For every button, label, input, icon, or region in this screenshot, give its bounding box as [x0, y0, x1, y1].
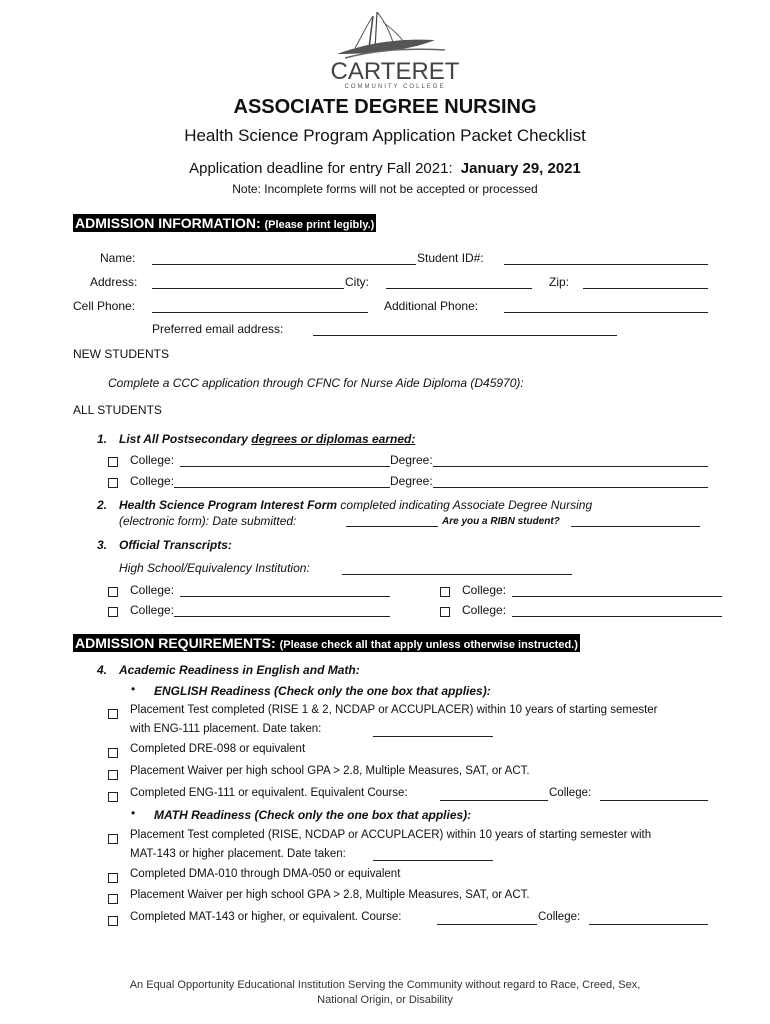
- math-item-a-line1: Placement Test completed (RISE, NCDAP or ACCUPLACER) within 10 years of starting semester with: [130, 829, 652, 841]
- english-item-a-line1: Placement Test completed (RISE 1 & 2, NCDAP or ACCUPLACER) within 10 years of starting semester: [130, 704, 658, 716]
- english-college-label: College:: [549, 787, 592, 799]
- item1-heading: [119, 432, 415, 446]
- math-date-field[interactable]: [373, 860, 493, 861]
- math-item-d: Completed MAT-143 or higher, or equivalent. Course:: [130, 911, 402, 923]
- hs-label: High School/Equivalency Institution:: [119, 561, 310, 575]
- math-checkbox-a[interactable]: [108, 830, 118, 848]
- math-item-b: Completed DMA-010 through DMA-050 or equivalent: [130, 868, 401, 880]
- transcript-checkbox-1[interactable]: [108, 583, 118, 601]
- item1-prefix: List All Postsecondary: [119, 432, 248, 446]
- item3-number: 3.: [97, 538, 108, 552]
- math-college-label: College:: [538, 911, 581, 923]
- additional-phone-field[interactable]: [504, 312, 708, 313]
- city-field[interactable]: [386, 288, 532, 289]
- transcript-checkbox-2[interactable]: [440, 583, 450, 601]
- footer-line2: National Origin, or Disability: [317, 994, 453, 1006]
- math-bullet-icon: •: [131, 806, 136, 820]
- degree-label-1: Degree:: [390, 453, 433, 467]
- zip-label: Zip:: [549, 275, 570, 289]
- admission-info-heading-note: (Please print legibly.): [264, 219, 375, 231]
- item3-heading: Official Transcripts:: [119, 538, 232, 552]
- college-logo: [325, 8, 465, 90]
- name-field[interactable]: [152, 264, 416, 265]
- item2-line2: (electronic form): Date submitted:: [119, 514, 297, 528]
- item4-number: 4.: [97, 663, 108, 677]
- name-label: Name:: [100, 251, 136, 265]
- transcript-checkbox-3[interactable]: [108, 603, 118, 621]
- item1-underlined: degrees or diplomas earned:: [251, 432, 416, 446]
- email-label: Preferred email address:: [152, 322, 284, 336]
- logo-subtitle: COMMUNITY COLLEGE: [344, 84, 446, 90]
- ribn-field[interactable]: [571, 526, 700, 527]
- math-heading: MATH Readiness (Check only the one box that applies):: [154, 808, 472, 822]
- email-field[interactable]: [313, 335, 617, 336]
- all-students-heading: ALL STUDENTS: [73, 403, 162, 417]
- math-item-c: Placement Waiver per high school GPA > 2.8, Multiple Measures, SAT, or ACT.: [130, 889, 530, 901]
- deadline-line: [0, 160, 770, 177]
- transcript-college-field-2[interactable]: [512, 596, 722, 597]
- transcript-college-field-1[interactable]: [180, 596, 390, 597]
- college-checkbox-2[interactable]: [108, 474, 118, 492]
- english-checkbox-c[interactable]: [108, 766, 118, 784]
- english-item-b: Completed DRE-098 or equivalent: [130, 743, 306, 755]
- degree-field-1[interactable]: [433, 466, 708, 467]
- new-students-heading: NEW STUDENTS: [73, 347, 169, 361]
- college-label-1: College:: [130, 453, 175, 467]
- incomplete-note: Note: Incomplete forms will not be accepted or processed: [232, 182, 538, 196]
- date-submitted-field[interactable]: [346, 526, 438, 527]
- page-subtitle: Health Science Program Application Packet Checklist: [184, 126, 586, 145]
- english-item-d: Completed ENG-111 or equivalent. Equivalent Course:: [130, 787, 408, 799]
- item2-bold: Health Science Program Interest Form: [119, 498, 338, 512]
- english-date-field[interactable]: [373, 736, 493, 737]
- student-id-field[interactable]: [504, 264, 708, 265]
- degree-field-2[interactable]: [433, 487, 708, 488]
- english-bullet-icon: •: [131, 682, 136, 696]
- transcript-college-label-3: College:: [130, 603, 175, 617]
- english-item-a-line2: with ENG-111 placement. Date taken:: [130, 723, 322, 735]
- math-item-a-line2: MAT-143 or higher placement. Date taken:: [130, 848, 346, 860]
- address-field[interactable]: [152, 288, 344, 289]
- college-field-1[interactable]: [180, 466, 390, 467]
- english-checkbox-d[interactable]: [108, 788, 118, 806]
- item4-heading: Academic Readiness in English and Math:: [119, 663, 360, 677]
- college-checkbox-1[interactable]: [108, 453, 118, 471]
- transcript-college-label-2: College:: [462, 583, 507, 597]
- ribn-label: Are you a RIBN student?: [442, 516, 560, 527]
- hs-field[interactable]: [342, 574, 572, 575]
- degree-label-2: Degree:: [390, 474, 433, 488]
- student-id-label: Student ID#:: [417, 251, 484, 265]
- math-checkbox-d[interactable]: [108, 912, 118, 930]
- admission-info-heading-text: ADMISSION INFORMATION:: [75, 215, 261, 231]
- math-college-field[interactable]: [589, 924, 708, 925]
- city-label: City:: [345, 275, 369, 289]
- college-field-2[interactable]: [174, 487, 390, 488]
- math-checkbox-c[interactable]: [108, 890, 118, 908]
- admission-info-heading: [73, 214, 376, 232]
- item2-line1: [119, 498, 592, 512]
- item2-text: completed indicating Associate Degree Nursing: [340, 498, 593, 512]
- sailboat-logo-icon: [325, 8, 465, 63]
- transcript-college-label-1: College:: [130, 583, 175, 597]
- additional-phone-label: Additional Phone:: [384, 299, 479, 313]
- college-label-2: College:: [130, 474, 175, 488]
- admission-req-heading-note: (Please check all that apply unless otherwise instructed.): [279, 639, 578, 651]
- item1-number: 1.: [97, 432, 108, 446]
- english-heading: ENGLISH Readiness (Check only the one box that applies):: [154, 684, 491, 698]
- math-course-field[interactable]: [437, 924, 537, 925]
- cell-phone-label: Cell Phone:: [73, 299, 136, 313]
- english-college-field[interactable]: [600, 800, 708, 801]
- zip-field[interactable]: [583, 288, 708, 289]
- deadline-prefix: Application deadline for entry Fall 2021:: [189, 160, 453, 177]
- math-checkbox-b[interactable]: [108, 869, 118, 887]
- transcript-college-field-3[interactable]: [174, 616, 390, 617]
- english-checkbox-a[interactable]: [108, 705, 118, 723]
- footer-line1: An Equal Opportunity Educational Institution Serving the Community without regard to Race, Creed, Sex,: [129, 979, 641, 991]
- item2-number: 2.: [97, 498, 108, 512]
- transcript-college-field-4[interactable]: [512, 616, 722, 617]
- cell-phone-field[interactable]: [152, 312, 368, 313]
- transcript-college-label-4: College:: [462, 603, 507, 617]
- page-title: ASSOCIATE DEGREE NURSING: [233, 96, 537, 118]
- new-students-text: Complete a CCC application through CFNC for Nurse Aide Diploma (D45970):: [108, 376, 524, 390]
- transcript-checkbox-4[interactable]: [440, 603, 450, 621]
- english-checkbox-b[interactable]: [108, 744, 118, 762]
- admission-req-heading: [73, 634, 580, 652]
- english-item-c: Placement Waiver per high school GPA > 2.8, Multiple Measures, SAT, or ACT.: [130, 765, 530, 777]
- address-label: Address:: [90, 275, 138, 289]
- english-course-field[interactable]: [440, 800, 548, 801]
- logo-name: CARTERET: [330, 58, 460, 85]
- deadline-date: January 29, 2021: [460, 160, 581, 177]
- admission-req-heading-text: ADMISSION REQUIREMENTS:: [75, 635, 276, 651]
